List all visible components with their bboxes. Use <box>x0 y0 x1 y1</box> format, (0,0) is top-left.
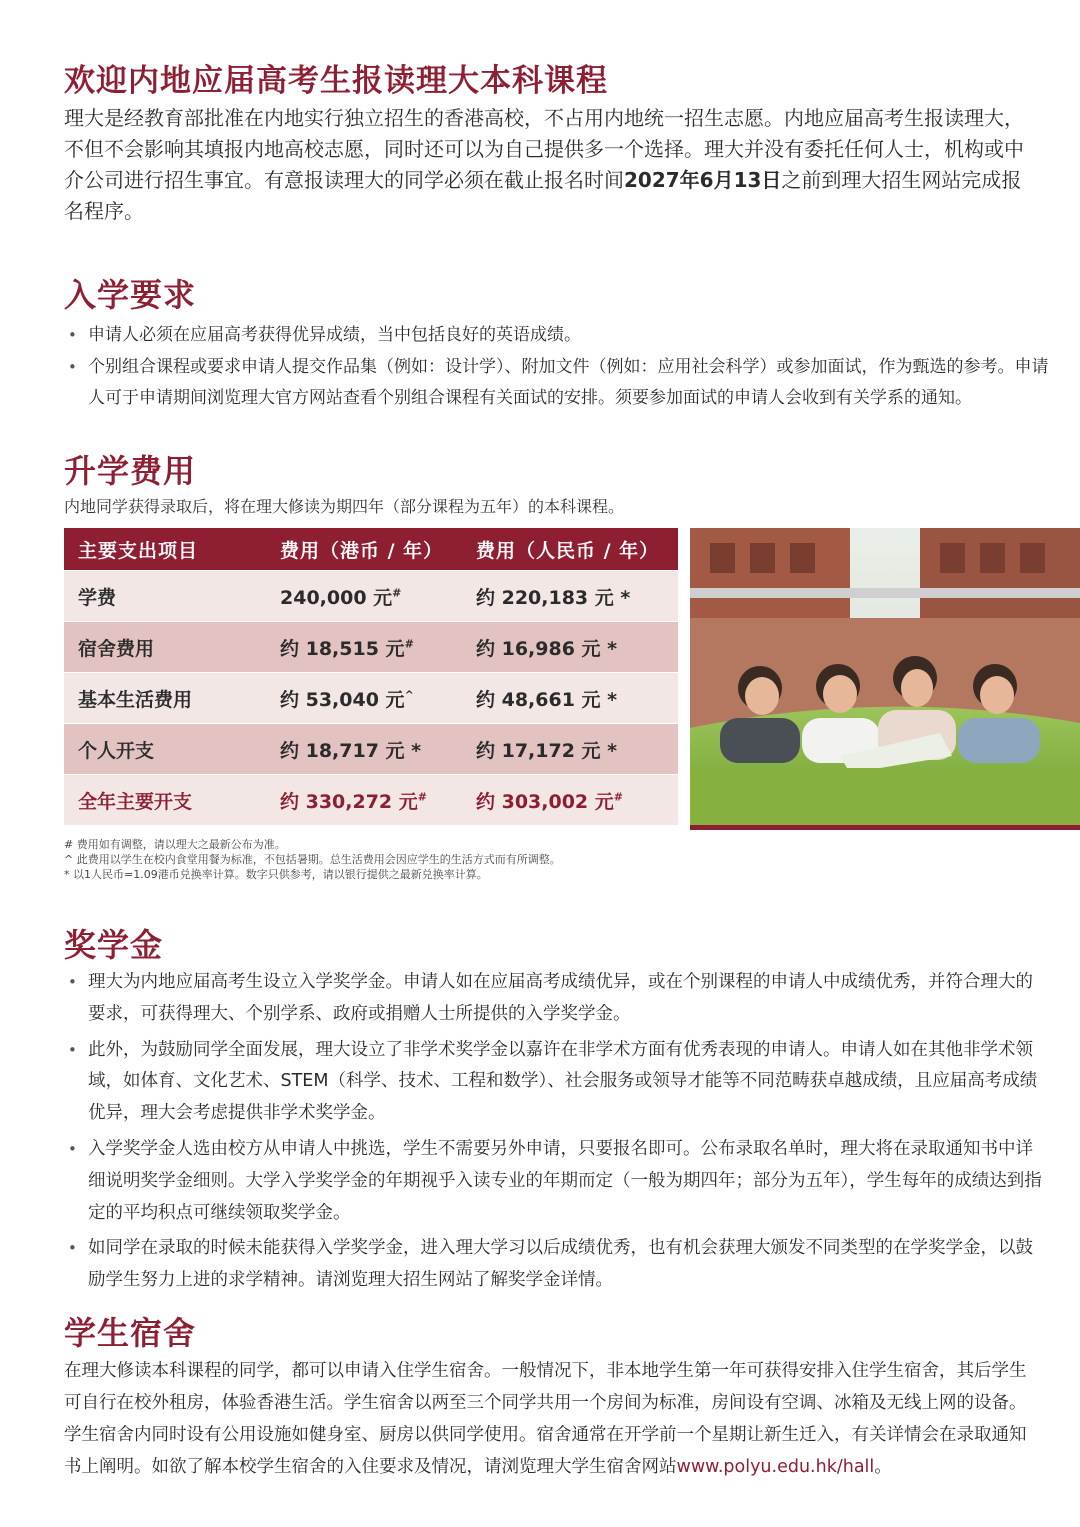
hkd-value: 约 53,040 元 <box>280 688 405 711</box>
footnote-mark: # <box>613 790 623 804</box>
hkd-cell <box>266 672 462 723</box>
housing-paragraph <box>64 1355 1029 1483</box>
page-title: 欢迎内地应届高考生报读理大本科课程 <box>64 63 608 99</box>
note-line: # 费用如有调整，请以理大之最新公布为准。 <box>64 838 286 851</box>
rmb-value: 约 220,183 元 * <box>476 586 631 609</box>
item-cell: 宿舍费用 <box>64 621 266 672</box>
hall-website-link[interactable]: www.polyu.edu.hk/hall <box>676 1457 875 1477</box>
housing-text: 在理大修读本科课程的同学，都可以申请入住学生宿舍。一般情况下，非本地学生第一年可获得安排入住学生宿舍，其后学生可自行在校外租房，体验香港生活。学生宿舍以两至三个同学共用一个房间为标准，房间设有空调、冰箱及无线上网的设备。学生宿舍内同时设有公用设施如健身室、厨房以供同学使用。宿舍通常在开学前一个星期让新生迁入，有关详情会在录取通知书上阐明。如欲了解本校学生宿舍的入住要求及情况，请浏览理大学生宿舍网站 <box>64 1361 1027 1477</box>
column-header: 主要支出项目 <box>64 528 266 570</box>
table-row <box>64 672 678 723</box>
hkd-cell <box>266 570 462 621</box>
rmb-value: 约 303,002 元 <box>476 790 614 813</box>
item-cell: 基本生活费用 <box>64 672 266 723</box>
note-line: * 以1人民币=1.09港币兑换率计算。数字只供参考，请以银行提供之最新兑换率计算。 <box>64 868 488 881</box>
note-line: ^ 此费用以学生在校内食堂用餐为标准，不包括暑期。总生活费用会因应学生的生活方式而有所调整。 <box>64 853 561 866</box>
intro-paragraph <box>64 103 1024 227</box>
rmb-cell <box>462 774 678 825</box>
item-cell: 全年主要开支 <box>64 774 266 825</box>
table-row <box>64 723 678 774</box>
rmb-cell <box>462 570 678 621</box>
fee-table <box>64 528 678 825</box>
footnote-mark: # <box>417 790 427 804</box>
hkd-value: 240,000 元 <box>280 586 393 609</box>
rmb-cell <box>462 672 678 723</box>
photo-accent-bar <box>690 825 1080 830</box>
list-item: • 个别组合课程或要求申请人提交作品集（例如：设计学）、附加文件（例如：应用社会科学）或参加面试，作为甄选的参考。申请人可于申请期间浏览理大官方网站查看个别组合课程有关面试的安排。须要参加面试的申请人会收到有关学系的通知。 <box>64 352 1064 415</box>
item-cell: 学费 <box>64 570 266 621</box>
students-photo <box>690 528 1080 830</box>
intro-text: 理大是经教育部批准在内地实行独立招生的香港高校，不占用内地统一招生志愿。内地应届高考生报读理大，不但不会影响其填报内地高校志愿，同时还可以为自己提供多一个选择。理大并没有委托任何人士，机构或中介公司进行招生事宜。有意报读理大的同学必须在截止报名时间 <box>64 106 1024 192</box>
requirements-title: 入学要求 <box>64 276 197 314</box>
table-header-row <box>64 528 678 570</box>
scholarship-list <box>64 967 1044 1301</box>
list-item: • 理大为内地应届高考生设立入学奖学金。申请人如在应届高考成绩优异，或在个别课程的申请人中成绩优秀，并符合理大的要求，可获得理大、个别学系、政府或捐赠人士所提供的入学奖学金。 <box>64 967 1044 1031</box>
list-item: • 申请人必须在应届高考获得优异成绩，当中包括良好的英语成绩。 <box>64 320 1064 352</box>
fees-title: 升学费用 <box>64 452 197 490</box>
rmb-value: 约 17,172 元 * <box>476 739 618 762</box>
footnote-mark: # <box>392 586 402 600</box>
hkd-cell <box>266 621 462 672</box>
table-row <box>64 570 678 621</box>
rmb-cell <box>462 723 678 774</box>
list-item: • 此外，为鼓励同学全面发展，理大设立了非学术奖学金以嘉许在非学术方面有优秀表现的申请人。申请人如在其他非学术领域，如体育、文化艺术、STEM（科学、技术、工程和数学）、社会服务或领导才能等不同范畴获卓越成绩，且应届高考成绩优异，理大会考虑提供非学术奖学金。 <box>64 1035 1044 1130</box>
housing-title: 学生宿舍 <box>64 1314 197 1352</box>
hkd-value: 约 18,717 元 * <box>280 739 422 762</box>
footnote-mark: ^ <box>404 688 414 702</box>
rmb-value: 约 16,986 元 * <box>476 637 618 660</box>
table-row-total <box>64 774 678 825</box>
hkd-cell <box>266 723 462 774</box>
requirements-list <box>64 320 1064 415</box>
hkd-value: 约 330,272 元 <box>280 790 418 813</box>
photo-illustration <box>690 528 1080 830</box>
intro-text-end: 之前到理大招生网站完成报名程序。 <box>64 168 1022 223</box>
housing-text-end: 。 <box>874 1457 892 1477</box>
list-item: • 入学奖学金人选由校方从申请人中挑选，学生不需要另外申请，只要报名即可。公布录取名单时，理大将在录取通知书中详细说明奖学金细则。大学入学奖学金的年期视乎入读专业的年期而定（一般为期四年；部分为五年），学生每年的成绩达到指定的平均积点可继续领取奖学金。 <box>64 1134 1044 1229</box>
list-item: • 如同学在录取的时候未能获得入学奖学金，进入理大学习以后成绩优秀，也有机会获理大颁发不同类型的在学奖学金，以鼓励学生努力上进的求学精神。请浏览理大招生网站了解奖学金详情。 <box>64 1233 1044 1297</box>
fees-intro: 内地同学获得录取后，将在理大修读为期四年（部分课程为五年）的本科课程。 <box>64 497 625 516</box>
hkd-cell <box>266 774 462 825</box>
hkd-value: 约 18,515 元 <box>280 637 405 660</box>
footnote-mark: # <box>404 637 414 651</box>
table-row <box>64 621 678 672</box>
column-header: 费用（人民币 / 年） <box>462 528 678 570</box>
rmb-cell <box>462 621 678 672</box>
deadline-date: 2027年6月13日 <box>624 168 782 192</box>
scholarship-title: 奖学金 <box>64 926 164 964</box>
item-cell: 个人开支 <box>64 723 266 774</box>
fee-notes <box>64 837 561 882</box>
column-header: 费用（港币 / 年） <box>266 528 462 570</box>
rmb-value: 约 48,661 元 * <box>476 688 618 711</box>
